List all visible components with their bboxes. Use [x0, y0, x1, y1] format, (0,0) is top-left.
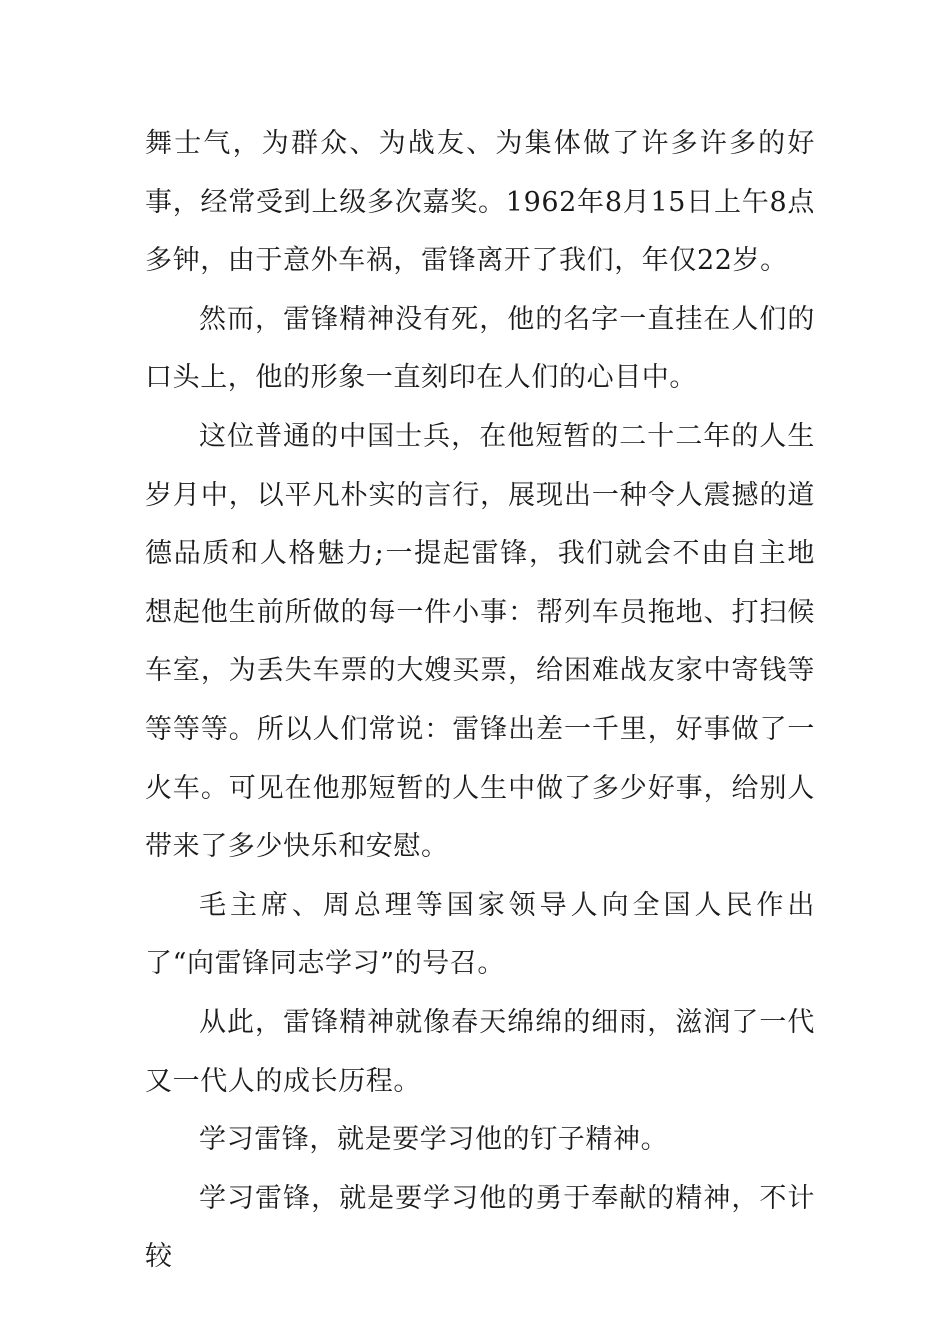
- paragraph-5: 从此，雷锋精神就像春天绵绵的细雨，滋润了一代又一代人的成长历程。: [145, 1006, 815, 1097]
- paragraph-4: 毛主席、周总理等国家领导人向全国人民作出了“向雷锋同志学习”的号召。: [145, 889, 815, 980]
- paragraph-7: 学习雷锋，就是要学习他的勇于奉献的精神，不计较: [145, 1182, 815, 1273]
- paragraph-3: 这位普通的中国士兵，在他短暂的二十二年的人生岁月中，以平凡朴实的言行，展现出一种令人震撼的道德品质和人格魅力;一提起雷锋，我们就会不由自主地想起他生前所做的每一件小事：帮列车员拖地、打扫候车室，为丢失车票的大嫂买票，给困难战友家中寄钱等等等等。所以人们常说：雷锋出差一千里，好事做了一火车。可见在他那短暂的人生中做了多少好事，给别人带来了多少快乐和安慰。: [145, 420, 815, 863]
- document-body: [145, 115, 815, 1287]
- paragraph-2: 然而，雷锋精神没有死，他的名字一直挂在人们的口头上，他的形象一直刻印在人们的心目中。: [145, 303, 815, 394]
- paragraph-1: 舞士气，为群众、为战友、为集体做了许多许多的好事，经常受到上级多次嘉奖。1962年8月15日上午8点多钟，由于意外车祸，雷锋离开了我们，年仅22岁。: [145, 128, 815, 277]
- paragraph-6: 学习雷锋，就是要学习他的钉子精神。: [199, 1124, 669, 1156]
